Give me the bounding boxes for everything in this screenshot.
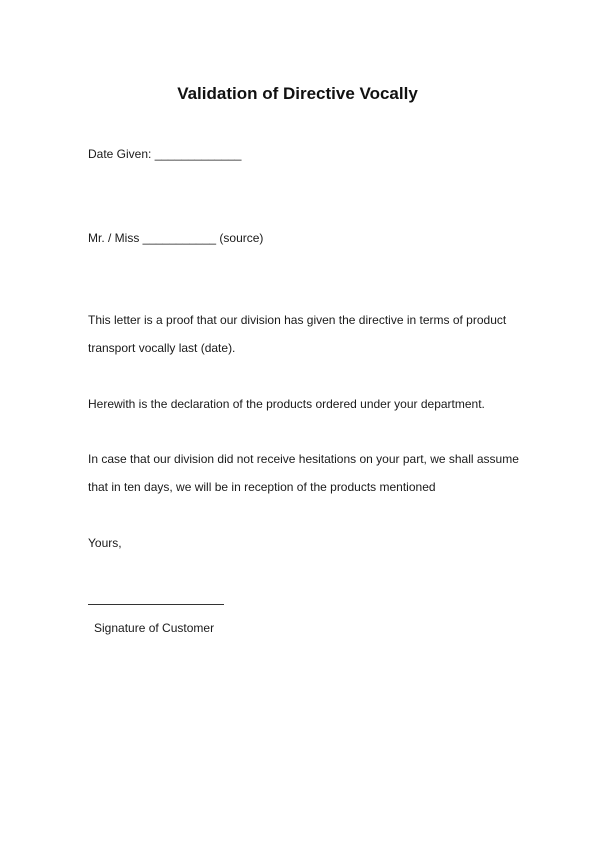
- paragraph-3-line-1: In case that our division did not receive hesitations on your part, we shall assume: [88, 452, 519, 466]
- paragraph-1-line-1: This letter is a proof that our division has given the directive in terms of product: [88, 313, 507, 327]
- closing: Yours,: [88, 536, 122, 550]
- paragraph-3-line-2: that in ten days, we will be in reception of the products mentioned: [88, 480, 436, 494]
- paragraph-1-line-2: transport vocally last (date).: [88, 341, 236, 355]
- signature-label: Signature of Customer: [94, 621, 215, 635]
- recipient-line: Mr. / Miss ___________ (source): [88, 231, 264, 245]
- signature-line: [88, 604, 224, 605]
- paragraph-2: Herewith is the declaration of the products ordered under your department.: [88, 397, 485, 411]
- document-title: Validation of Directive Vocally: [177, 84, 418, 103]
- date-line: Date Given: _____________: [88, 147, 242, 161]
